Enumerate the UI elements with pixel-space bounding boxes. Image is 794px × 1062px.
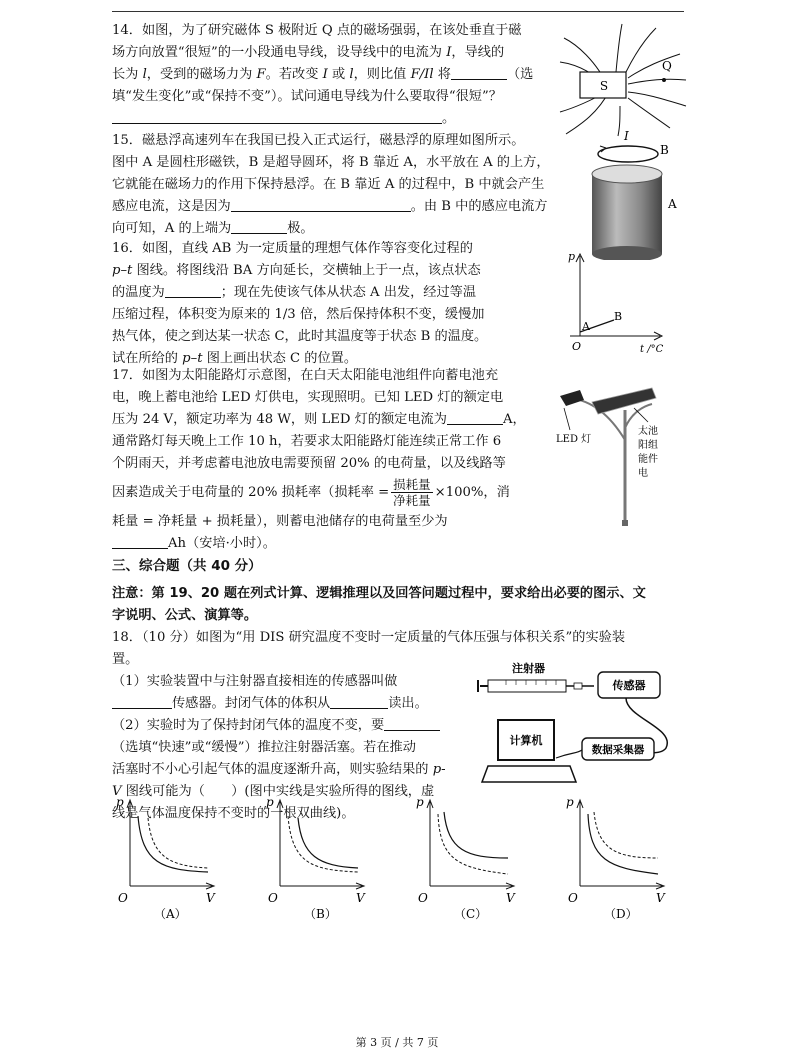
- q14-line-1: 14．如图，为了研究磁体 S 极附近 Q 点的磁场强弱，在该处垂直于磁: [112, 23, 522, 38]
- q18-line-5: （2）实验时为了保持封闭气体的温度不变，要: [112, 715, 625, 737]
- q17-line-2: 电，晚上蓄电池给 LED 灯供电，实现照明。已知 LED 灯的额定电: [112, 390, 504, 405]
- pv-graph-options: [112, 794, 684, 924]
- maglev-figure: [588, 128, 698, 260]
- solar-label-4: 电: [638, 468, 648, 479]
- q18-line-8: V 图线可能为（ ）(图中实线是实验所得的图线，虚: [112, 784, 435, 799]
- ring-b-label: B: [660, 143, 669, 157]
- superconducting-ring: [598, 146, 658, 162]
- q15-line-4: 感应电流，这是因为 。由 B 中的感应电流方: [112, 196, 550, 218]
- graph-d-p: p: [566, 795, 574, 809]
- option-a-label[interactable]: （A）: [154, 907, 187, 921]
- p-t-graph: [560, 246, 670, 354]
- q18-line-3: （1）实验装置中与注射器直接相连的传感器叫做: [112, 674, 398, 689]
- sensor-label: 传感器: [612, 679, 646, 692]
- origin-label: O: [572, 340, 582, 353]
- graph-c-o: O: [418, 891, 428, 905]
- solar-street-light-figure: [552, 380, 692, 530]
- loss-rate-fraction: $\frac{\text{损耗量}}{\text{净耗量}}$: [393, 477, 431, 508]
- answer-blank[interactable]: [112, 108, 442, 124]
- point-a-label: A: [582, 320, 590, 333]
- graph-d-v: V: [656, 891, 665, 905]
- graph-b-v: V: [356, 891, 365, 905]
- answer-blank[interactable]: [112, 533, 168, 549]
- q18-line-9: 线是气体温度保持不变时的一根双曲线)。: [112, 806, 355, 821]
- graph-a-v: V: [206, 891, 215, 905]
- answer-blank[interactable]: [330, 693, 388, 709]
- pv-graph-b: [266, 795, 366, 921]
- q17-line-5: 个阴雨天，并考虑蓄电池放电需要预留 20% 的电荷量，以及线路等: [112, 456, 506, 471]
- graph-a-p: p: [116, 795, 124, 809]
- point-b-label: B: [614, 310, 623, 323]
- point-q-label: Q: [662, 59, 672, 73]
- question-17: [112, 365, 526, 555]
- graph-d-o: O: [568, 891, 578, 905]
- answer-blank[interactable]: [384, 715, 440, 731]
- answer-blank[interactable]: [165, 282, 221, 298]
- option-b-label[interactable]: （B）: [304, 907, 337, 921]
- graph-b-o: O: [268, 891, 278, 905]
- magnet-field-figure: [556, 20, 692, 138]
- q16-line-4: 压缩过程，体积变为原来的 1/3 倍，然后保持体积不变，缓慢加: [112, 307, 485, 322]
- pv-graph-a: [116, 795, 216, 921]
- q17-line-8: Ah（安培·小时）。: [112, 533, 526, 555]
- graph-a-o: O: [118, 891, 128, 905]
- answer-blank[interactable]: [231, 218, 287, 234]
- q17-line-1: 17．如图为太阳能路灯示意图，在白天太阳能电池组件向蓄电池充: [112, 368, 499, 383]
- q16-line-6: 试在所给的 p–t 图上画出状态 C 的位置。: [112, 351, 358, 366]
- cylinder-magnet: [592, 174, 662, 254]
- q17-line-4: 通常路灯每天晚上工作 10 h，若要求太阳能路灯能连续正常工作 6: [112, 434, 502, 449]
- magnet-a-label: A: [668, 197, 677, 211]
- pv-graph-c: [416, 795, 516, 921]
- pv-graph-d: [566, 795, 666, 921]
- section-3: [112, 555, 646, 627]
- solar-label-2: 阳组: [638, 440, 658, 451]
- q16-line-1: 16．如图，直线 AB 为一定质量的理想气体作等容变化过程的: [112, 241, 473, 256]
- answer-blank[interactable]: [447, 409, 503, 425]
- graph-b-p: p: [266, 795, 274, 809]
- question-14: [112, 20, 533, 130]
- option-c-label[interactable]: （C）: [454, 907, 488, 921]
- q14-line-4: 填“发生变化”或“保持不变”）。试问通电导线为什么要取得“很短”？: [112, 89, 502, 104]
- computer-label: 计算机: [509, 734, 543, 747]
- section-3-title: 三、综合题（共 40 分）: [112, 558, 262, 574]
- q16-line-2: p–t 图线。将图线沿 BA 方向延长，交横轴上于一点，该点状态: [112, 263, 481, 278]
- q16-line-3: 的温度为 ；现在先使该气体从状态 A 出发，经过等温: [112, 282, 487, 304]
- q18-line-7: 活塞时不小心引起气体的温度逐渐升高，则实验结果的 p-: [112, 762, 446, 777]
- current-i-label: I: [624, 129, 629, 143]
- q14-line-3: 长为 l，受到的磁场力为 F。若改变 I 或 l，则比值 F/Il 将 （选: [112, 64, 533, 86]
- q18-line-4: 传感器。封闭气体的体积从 读出。: [112, 693, 625, 715]
- graph-c-v: V: [506, 891, 515, 905]
- question-15: [112, 130, 550, 240]
- data-collector-label: 数据采集器: [591, 744, 645, 756]
- solar-label-1: 太池: [638, 426, 658, 437]
- q15-line-1: 15．磁悬浮高速列车在我国已投入正式运行，磁悬浮的原理如图所示。: [112, 133, 525, 148]
- q14-line-2: 场方向放置“很短”的一小段通电导线，设导线中的电流为 I，导线的: [112, 45, 505, 60]
- answer-blank[interactable]: [451, 64, 507, 80]
- syringe-icon: [488, 680, 566, 692]
- q14-line-5: 。: [112, 108, 533, 130]
- top-rule: [112, 11, 684, 12]
- solar-label-3: 能件: [638, 454, 658, 465]
- q18-line-1: 18．（10 分）如图为“用 DIS 研究温度不变时一定质量的气体压强与体积关系”的实验装: [112, 630, 626, 645]
- q15-line-5: 向可知，A 的上端为 极。: [112, 218, 550, 240]
- question-16: [112, 238, 487, 370]
- graph-c-p: p: [416, 795, 424, 809]
- answer-blank[interactable]: [231, 196, 411, 212]
- magnet-s-label: S: [599, 79, 609, 93]
- axis-t-label: t /°C: [640, 344, 664, 354]
- point-q-dot: [662, 78, 666, 82]
- option-d-label[interactable]: （D）: [604, 907, 638, 921]
- dis-apparatus-figure: [476, 658, 688, 790]
- syringe-label: 注射器: [512, 662, 545, 675]
- led-label: LED 灯: [556, 434, 592, 445]
- q17-line-6: 因素造成关于电荷量的 20% 损耗率（损耗率 = $\frac{\text{损耗量}}{\text{净耗量}}$ ×100%，消: [112, 477, 510, 508]
- q18-line-2: 置。: [112, 652, 139, 667]
- q18-line-6: （选填“快速”或“缓慢”）推拉注射器活塞。若在推动: [112, 740, 416, 755]
- section-3-note-1: 注意：第 19、20 题在列式计算、逻辑推理以及回答问题过程中，要求给出必要的图示、文: [112, 586, 646, 601]
- axis-p-label: p: [568, 250, 576, 263]
- section-3-note-2: 字说明、公式、演算等。: [112, 608, 258, 623]
- q16-line-5: 热气体，使之到达某一状态 C，此时其温度等于状态 B 的温度。: [112, 329, 488, 344]
- q17-line-3: 压为 24 V，额定功率为 48 W，则 LED 灯的额定电流为 A，: [112, 409, 526, 431]
- q15-line-3: 它就能在磁场力的作用下保持悬浮。在 B 靠近 A 的过程中，B 中就会产生: [112, 177, 545, 192]
- q15-line-2: 图中 A 是圆柱形磁铁，B 是超导圆环，将 B 靠近 A，水平放在 A 的上方，: [112, 155, 550, 170]
- led-lamp-head-icon: [560, 390, 584, 406]
- page-footer: 第 3 页 / 共 7 页: [355, 1036, 439, 1049]
- q17-line-7: 耗量 = 净耗量 + 损耗量），则蓄电池储存的电荷量至少为: [112, 514, 448, 529]
- answer-blank[interactable]: [112, 693, 172, 709]
